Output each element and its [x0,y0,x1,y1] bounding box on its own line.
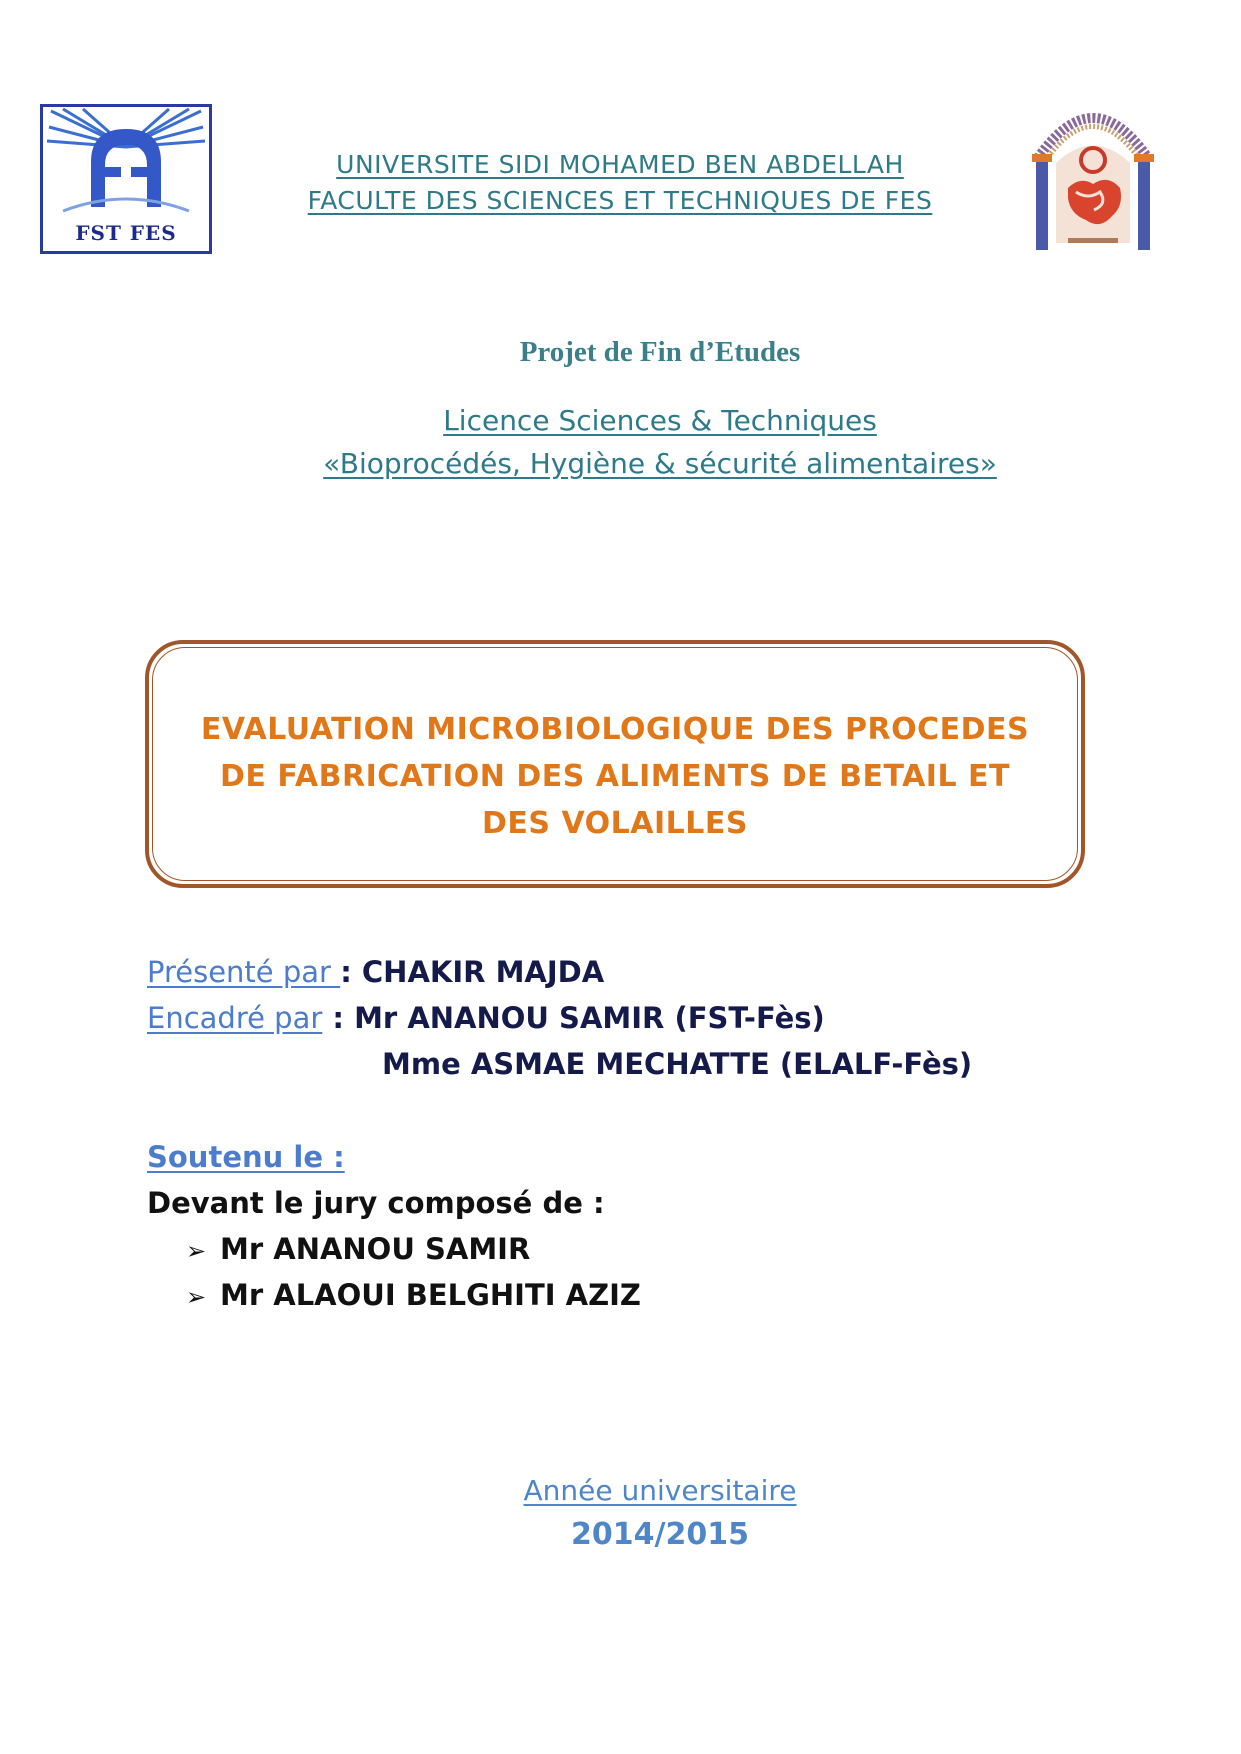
thesis-title-box [145,640,1085,888]
jury-member-2 [186,1278,641,1312]
jury-member-name: Mr ANANOU SAMIR [220,1232,531,1266]
university-name: UNIVERSITE SIDI MOHAMED BEN ABDELLAH [336,150,904,179]
jury-member-name: Mr ALAOUI BELGHITI AZIZ [220,1278,641,1312]
supervised-by-separator: : [322,1001,355,1035]
jury-member-1 [186,1232,530,1266]
licence-name: Licence Sciences & Techniques [443,404,877,437]
thesis-title [169,706,1061,847]
arrow-bullet-icon: ➢ [186,1237,207,1265]
defense-date-label: Soutenu le : [147,1140,345,1174]
defense-date-row [147,1140,345,1174]
fst-fes-logo [40,104,212,254]
thesis-title-line-2: DE FABRICATION DES ALIMENTS DE BETAIL ET [220,759,1010,794]
jury-intro: Devant le jury composé de : [147,1186,605,1220]
presented-by-label: Présenté par [147,955,341,989]
project-type: Projet de Fin d’Etudes [519,336,801,368]
academic-year-label: Année universitaire [523,1474,797,1507]
academic-year: 2014/2015 [571,1517,749,1552]
arrow-bullet-icon: ➢ [186,1283,207,1311]
fst-fes-logo-label: FST FES [75,221,177,245]
presented-by-value: CHAKIR MAJDA [361,955,605,989]
presented-by-separator: : [340,955,362,989]
faculty-name: FACULTE DES SCIENCES ET TECHNIQUES DE FES [307,186,933,215]
speciality-name: «Bioprocédés, Hygiène & sécurité alimentaires» [323,447,997,480]
usmba-emblem-icon [1028,88,1158,258]
presented-by-row [147,955,604,989]
supervisor-1: Mr ANANOU SAMIR (FST-Fès) [354,1001,825,1035]
fst-fes-logo-icon [43,107,209,219]
thesis-title-line-1: EVALUATION MICROBIOLOGIQUE DES PROCEDES [200,712,1030,747]
supervised-by-label: Encadré par [147,1001,323,1035]
supervisor-2: Mme ASMAE MECHATTE (ELALF-Fès) [382,1047,973,1081]
thesis-title-line-3: DES VOLAILLES [482,806,748,841]
supervised-by-row [147,1001,825,1035]
